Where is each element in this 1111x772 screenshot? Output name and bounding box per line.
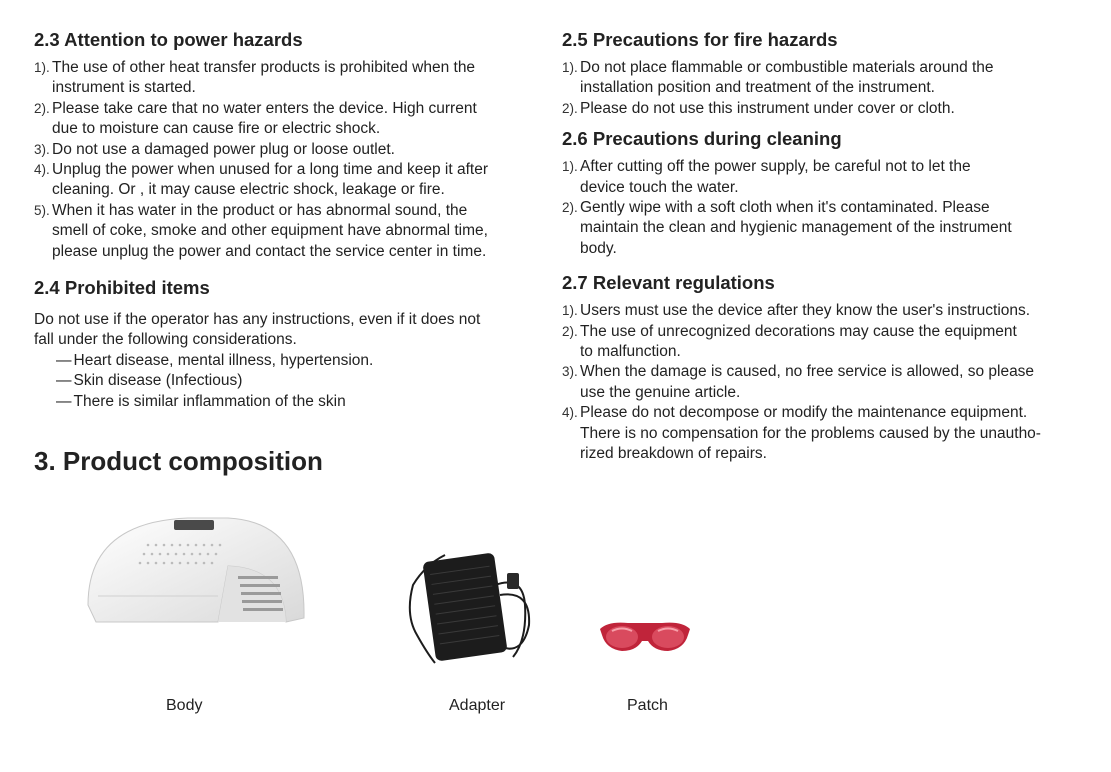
dash-mark: —	[56, 351, 72, 369]
item-line: to malfunction.	[580, 343, 681, 361]
item-number: 2).	[34, 100, 50, 116]
list-item	[56, 351, 534, 371]
dash-mark: —	[56, 372, 72, 390]
item-line: cleaning. Or , it may cause electric shock, leakage or fire.	[52, 181, 445, 199]
right-column	[562, 28, 1082, 477]
page-title: 3. Product composition	[34, 446, 323, 476]
section-title: 2.5 Precautions for fire hazards	[562, 29, 838, 50]
item-line: After cutting off the power supply, be careful not to let the	[580, 158, 971, 176]
item-line: rized breakdown of repairs.	[580, 445, 767, 463]
item-line: maintain the clean and hygienic management of the instrument	[580, 219, 1012, 237]
item-line: Please take care that no water enters the device. High current	[52, 99, 477, 117]
adapter-caption: Adapter	[449, 697, 506, 714]
fire-hazards-list	[562, 58, 1082, 119]
item-line: Unplug the power when unused for a long time and keep it after	[52, 161, 488, 179]
item-number: 3).	[34, 141, 50, 157]
plug	[507, 573, 519, 589]
list-item	[562, 157, 1082, 198]
item-line: When it has water in the product or has abnormal sound, the	[52, 201, 468, 219]
power-hazards-list	[34, 58, 534, 262]
item-line: smell of coke, smoke and other equipment have abnormal time,	[52, 222, 488, 240]
intro-line: Do not use if the operator has any instructions, even if it does not	[34, 311, 481, 329]
item-line: Users must use the device after they know the user's instructions.	[580, 302, 1031, 320]
item-line: please unplug the power and contact the service center in time.	[52, 242, 487, 260]
list-item	[562, 198, 1082, 259]
section-fire-hazards	[562, 28, 1082, 119]
item-number: 3).	[562, 364, 578, 380]
item-line: body.	[580, 239, 617, 257]
list-item	[562, 99, 1082, 119]
prohibited-intro	[34, 310, 534, 351]
item-line: installation position and treatment of the instrument.	[580, 79, 935, 97]
section-regulations	[562, 271, 1082, 464]
list-item	[34, 58, 534, 99]
item-line: The use of unrecognized decorations may cause the equipment	[580, 322, 1017, 340]
item-number: 1).	[562, 303, 578, 319]
intro-line: fall under the following considerations.	[34, 331, 297, 349]
adapter-image	[405, 545, 535, 665]
item-line: instrument is started.	[52, 79, 196, 97]
left-column	[34, 28, 534, 424]
item-number: 1).	[34, 60, 50, 75]
section-cleaning	[562, 127, 1082, 259]
prohibited-list	[34, 351, 534, 412]
item-line: The use of other heat transfer products is prohibited when the	[52, 59, 476, 76]
item-number: 4).	[34, 162, 50, 178]
section-title: 2.3 Attention to power hazards	[34, 29, 303, 50]
item-line: device touch the water.	[580, 178, 739, 196]
regulations-list	[562, 301, 1082, 464]
list-item	[34, 160, 534, 201]
item-line: Do not place flammable or combustible materials around the	[580, 59, 994, 76]
item-number: 2).	[562, 100, 578, 116]
item-line: use the genuine article.	[580, 383, 741, 401]
item-number: 2).	[562, 323, 578, 339]
list-item	[34, 201, 534, 262]
item-line: Please do not use this instrument under cover or cloth.	[580, 99, 955, 117]
patch-caption: Patch	[627, 697, 668, 714]
item-line: Please do not decompose or modify the maintenance equipment.	[580, 404, 1028, 422]
section-power-hazards	[34, 28, 534, 262]
item-number: 2).	[562, 200, 578, 216]
list-item	[34, 140, 534, 160]
list-item	[56, 392, 534, 412]
item-number: 1).	[562, 60, 578, 75]
item-line: Do not use a damaged power plug or loose outlet.	[52, 140, 395, 158]
goggles-image	[598, 615, 692, 665]
dash-mark: —	[56, 392, 72, 410]
section-title: 2.6 Precautions during cleaning	[562, 128, 842, 150]
list-item	[562, 403, 1082, 464]
section-title: 2.7 Relevant regulations	[562, 272, 775, 294]
item-number: 4).	[562, 405, 578, 421]
list-item	[562, 58, 1082, 99]
list-item	[34, 99, 534, 140]
list-item	[562, 362, 1082, 403]
item-line: due to moisture can cause fire or electric shock.	[52, 120, 381, 138]
item-number: 5).	[34, 202, 50, 218]
body-caption: Body	[166, 697, 203, 714]
item-line: When the damage is caused, no free service is allowed, so please	[580, 363, 1035, 381]
cleaning-list	[562, 157, 1082, 259]
item-number: 1).	[562, 159, 578, 175]
section-prohibited-items	[34, 276, 534, 412]
body-device-image	[78, 510, 314, 630]
item-line: Gently wipe with a soft cloth when it's contaminated. Please	[580, 199, 990, 217]
item-line: There is no compensation for the problems caused by the unautho-	[580, 424, 1041, 442]
list-item	[562, 322, 1082, 363]
section-title: 2.4 Prohibited items	[34, 277, 210, 299]
item-text: There is similar inflammation of the skin	[73, 392, 346, 410]
item-text: Skin disease (Infectious)	[73, 372, 243, 390]
list-item	[56, 371, 534, 391]
item-text: Heart disease, mental illness, hypertension.	[73, 351, 374, 369]
adapter-brick	[422, 552, 507, 661]
list-item	[562, 301, 1082, 321]
control-panel	[174, 520, 214, 530]
